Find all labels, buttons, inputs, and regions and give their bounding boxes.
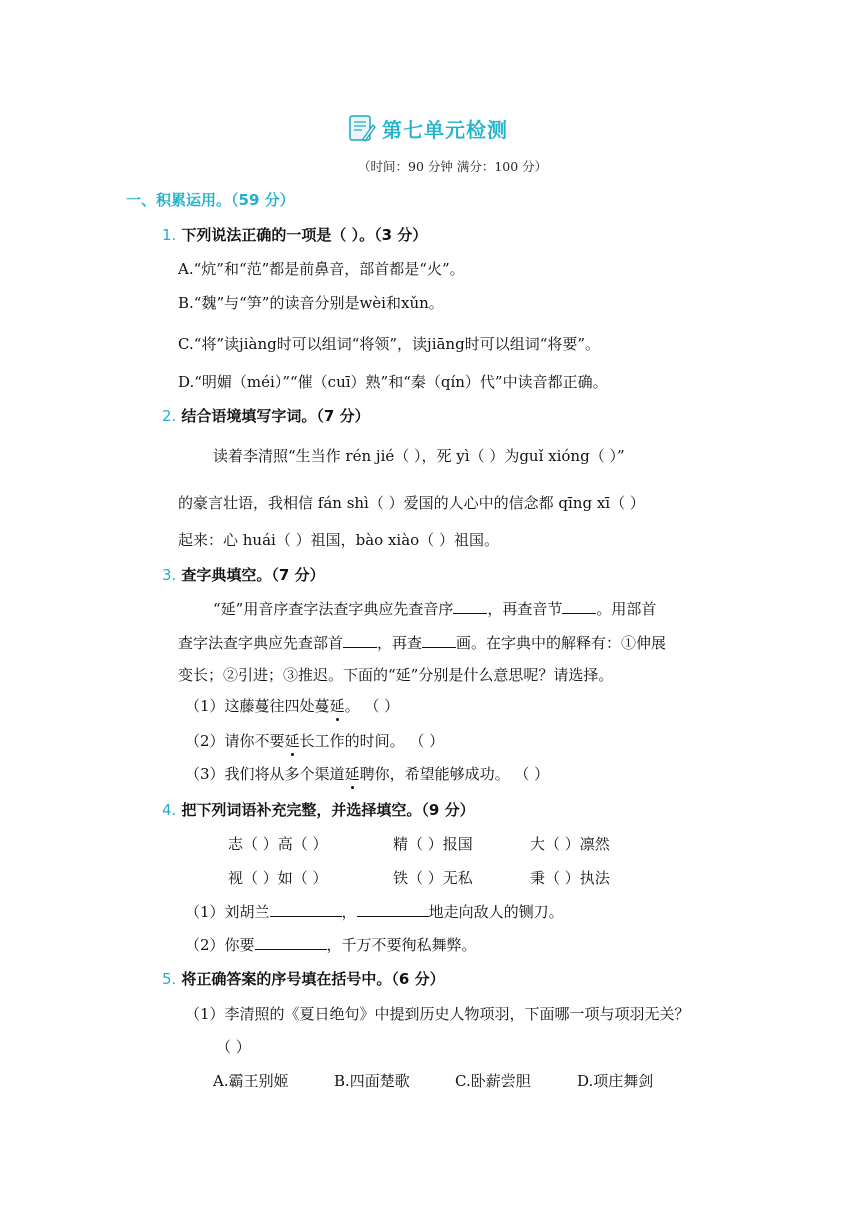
answer-paren: （ ） — [216, 1038, 251, 1056]
paragraph-line: “延”用音序查字法查字典应先查音序 ，再查音节 。用部首 — [213, 600, 657, 618]
notebook-icon — [346, 113, 376, 143]
fill-blank[interactable] — [343, 647, 377, 648]
idiom-item: 大（ ）凛然 — [530, 835, 610, 853]
question-number: 1. — [162, 226, 177, 244]
option-d: D.“明媚（méi）”“催（cuī）熟”和“秦（qín）代”中读音都正确。 — [178, 373, 608, 391]
paragraph-line: 变长；②引进；③推迟。下面的“延”分别是什么意思呢？请选择。 — [178, 666, 614, 684]
question-text: 结合语境填写字词。（7 分） — [181, 407, 370, 425]
section-heading: 一、积累运用。（59 分） — [126, 191, 295, 209]
choice-a: A.霸王别姬 — [213, 1072, 289, 1090]
title-block — [346, 108, 508, 148]
question-2 — [162, 405, 370, 426]
question-text: 下列说法正确的一项是（ ）。（3 分） — [181, 226, 428, 244]
sub-question: （2）请你不要延长工作的时间。 （ ） — [185, 732, 445, 750]
question-number: 5. — [162, 970, 177, 988]
passage-line: 起来：心 huái（ ）祖国，bào xiào（ ）祖国。 — [178, 531, 499, 549]
question-text: 把下列词语补充完整，并选择填空。（9 分） — [181, 801, 475, 819]
sub-question: （1）李清照的《夏日绝句》中提到历史人物项羽，下面哪一项与项羽无关？ — [185, 1005, 690, 1023]
idiom-item: 精（ ）报国 — [393, 835, 473, 853]
page-title: 第七单元检测 — [382, 117, 508, 142]
emphasis-char: 延 — [284, 732, 300, 750]
idiom-item: 志（ ）高（ ） — [228, 835, 328, 853]
fill-blank[interactable] — [357, 916, 429, 917]
choice-d: D.项庄舞剑 — [577, 1072, 654, 1090]
fill-blank[interactable] — [562, 613, 596, 614]
question-3 — [162, 564, 325, 585]
sub-question: （1）这藤蔓往四处蔓延。 （ ） — [185, 697, 400, 715]
exam-info: （时间：90 分钟 满分：100 分） — [358, 159, 548, 174]
fill-blank[interactable] — [255, 949, 327, 950]
choice-c: C.卧薪尝胆 — [455, 1072, 531, 1090]
sub-question: （2）你要 ，千万不要徇私舞弊。 — [185, 936, 477, 954]
question-5 — [162, 968, 445, 989]
question-number: 3. — [162, 566, 177, 584]
idiom-item: 视（ ）如（ ） — [228, 869, 328, 887]
question-number: 4. — [162, 801, 177, 819]
emphasis-char: 延 — [344, 765, 360, 783]
option-c: C.“将”读jiàng时可以组词“将领”，读jiāng时可以组词“将要”。 — [178, 335, 601, 353]
question-text: 将正确答案的序号填在括号中。（6 分） — [181, 970, 445, 988]
question-1 — [162, 224, 427, 245]
fill-blank[interactable] — [270, 916, 342, 917]
passage-line: 读着李清照“生当作 rén jié（ ），死 yì（ ）为guǐ xióng（ ）” — [213, 447, 625, 465]
idiom-item: 铁（ ）无私 — [393, 869, 473, 887]
fill-blank[interactable] — [453, 613, 487, 614]
choice-b: B.四面楚歌 — [334, 1072, 410, 1090]
paragraph-line: 查字法查字典应先查部首 ，再查 画。在字典中的解释有：①伸展 — [178, 634, 667, 652]
option-a: A.“炕”和“范”都是前鼻音，部首都是“火”。 — [178, 260, 465, 278]
option-b: B.“魏”与“笋”的读音分别是wèi和xǔn。 — [178, 294, 444, 312]
question-4 — [162, 799, 475, 820]
sub-question: （1）刘胡兰 ， 地走向敌人的铡刀。 — [185, 903, 564, 921]
question-text: 查字典填空。（7 分） — [181, 566, 325, 584]
passage-line: 的豪言壮语，我相信 fán shì（ ）爱国的人心中的信念都 qīng xī（ ） — [178, 494, 645, 512]
question-number: 2. — [162, 407, 177, 425]
fill-blank[interactable] — [422, 647, 456, 648]
sub-question: （3）我们将从多个渠道延聘你，希望能够成功。 （ ） — [185, 765, 550, 783]
idiom-item: 秉（ ）执法 — [530, 869, 610, 887]
emphasis-char: 延 — [329, 697, 345, 715]
